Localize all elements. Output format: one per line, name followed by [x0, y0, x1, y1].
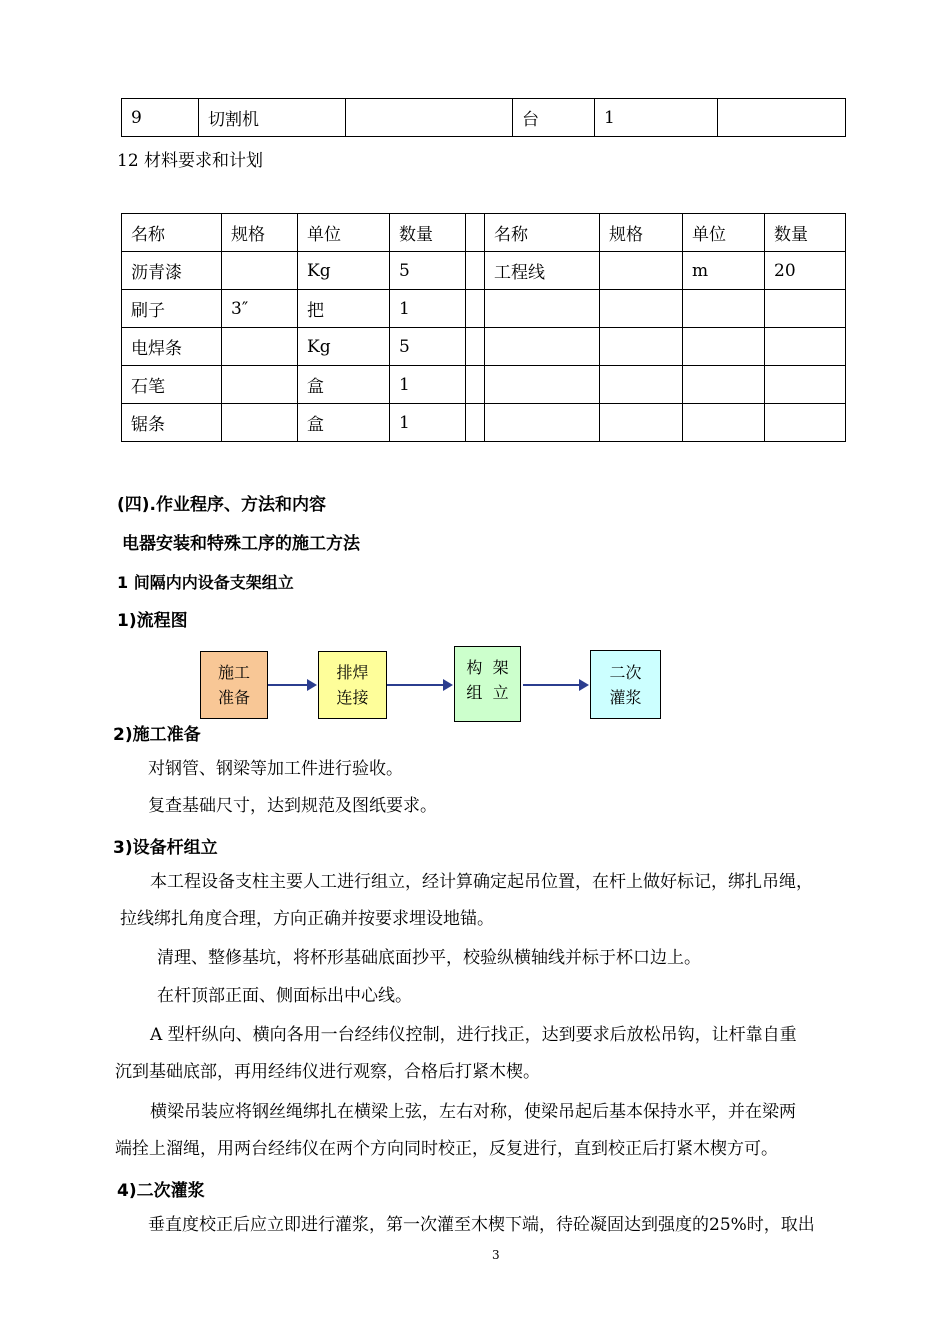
- table-cell: [600, 328, 683, 366]
- table-cell: [222, 328, 298, 366]
- table-cell: [600, 290, 683, 328]
- table-row: [122, 99, 846, 137]
- paragraph-line: 端拴上溜绳，用两台经纬仪在两个方向同时校正，反复进行，直到校正后打紧木楔方可。: [115, 1139, 778, 1159]
- table-cell: [346, 99, 513, 137]
- table-cell: 把: [298, 290, 390, 328]
- table-row: [122, 252, 846, 290]
- table-cell: 1: [390, 290, 466, 328]
- table-cell: [683, 366, 765, 404]
- table-cell: [765, 290, 846, 328]
- table-cell: [600, 404, 683, 442]
- section-title: 12 材料要求和计划: [117, 151, 264, 171]
- table-cell: [222, 252, 298, 290]
- table-cell: 锯条: [122, 404, 222, 442]
- table-cell: [466, 328, 485, 366]
- flow-heading: 1)流程图: [117, 611, 188, 631]
- flow-step-text: 准备: [217, 688, 250, 707]
- table-cell: m: [683, 252, 765, 290]
- table-cell: 刷子: [122, 290, 222, 328]
- prep-line: 复查基础尺寸，达到规范及图纸要求。: [148, 796, 437, 816]
- flow-step-frame: [454, 646, 521, 722]
- header-cell: 数量: [765, 214, 846, 252]
- table-cell: 切割机: [199, 99, 346, 137]
- header-cell: 数量: [390, 214, 466, 252]
- table-cell: 沥青漆: [122, 252, 222, 290]
- table-cell: 石笔: [122, 366, 222, 404]
- flow-step-text: 组 立: [466, 683, 509, 702]
- paragraph-line: 横梁吊装应将钢丝绳绑扎在横梁上弦，左右对称，使梁吊起后基本保持水平，并在梁两: [150, 1102, 796, 1122]
- table-cell: [485, 328, 600, 366]
- header-cell: 名称: [485, 214, 600, 252]
- subsection-heading: 电器安装和特殊工序的施工方法: [122, 534, 360, 554]
- paragraph-line: 沉到基础底部，再用经纬仪进行观察，合格后打紧木楔。: [115, 1062, 540, 1082]
- table-cell: [485, 366, 600, 404]
- table-cell: [683, 404, 765, 442]
- prep-heading: 2)施工准备: [113, 725, 201, 745]
- table-row: [122, 404, 846, 442]
- flow-step-text: 构 架: [466, 658, 509, 677]
- flow-step-text: 灌浆: [609, 687, 642, 707]
- header-cell: 规格: [222, 214, 298, 252]
- table-cell: 电焊条: [122, 328, 222, 366]
- prep-line: 对钢管、钢梁等加工件进行验收。: [148, 759, 403, 779]
- flow-step-text: 连接: [336, 688, 369, 707]
- table-cell: [600, 366, 683, 404]
- table-cell: 台: [513, 99, 595, 137]
- table-cell: [765, 404, 846, 442]
- table-cell: [222, 404, 298, 442]
- table-cell: [765, 328, 846, 366]
- table-cell: Kg: [298, 252, 390, 290]
- paragraph-line: 在杆顶部正面、侧面标出中心线。: [157, 986, 412, 1006]
- equipment-table: [121, 98, 846, 137]
- table-cell: [466, 290, 485, 328]
- flow-step-prepare: [200, 651, 268, 719]
- table-row: [122, 328, 846, 366]
- flow-step-grout: [590, 650, 661, 719]
- paragraph-line: 本工程设备支柱主要人工进行组立，经计算确定起吊位置，在杆上做好标记，绑扎吊绳，: [150, 872, 813, 892]
- table-cell: [485, 290, 600, 328]
- paragraph-line: 垂直度校正后应立即进行灌浆，第一次灌至木楔下端，待砼凝固达到强度的25%时，取出: [148, 1215, 815, 1235]
- table-cell: 5: [390, 252, 466, 290]
- paragraph-line: 拉线绑扎角度合理，方向正确并按要求埋设地锚。: [120, 909, 494, 929]
- pole-heading: 3)设备杆组立: [113, 838, 218, 858]
- table-cell: [466, 252, 485, 290]
- table-cell: [222, 366, 298, 404]
- table-cell: 1: [390, 404, 466, 442]
- header-cell: [466, 214, 485, 252]
- table-cell: 3″: [222, 290, 298, 328]
- table-cell: 工程线: [485, 252, 600, 290]
- paragraph-line: A 型杆纵向、横向各用一台经纬仪控制，进行找正，达到要求后放松吊钩，让杆靠自重: [150, 1025, 797, 1045]
- section-heading: (四).作业程序、方法和内容: [117, 495, 326, 515]
- table-header-row: [122, 214, 846, 252]
- table-row: [122, 290, 846, 328]
- table-cell: 盒: [298, 366, 390, 404]
- materials-table: [121, 213, 846, 442]
- header-cell: 名称: [122, 214, 222, 252]
- table-cell: 20: [765, 252, 846, 290]
- flow-step-text: 排焊: [336, 663, 369, 682]
- table-cell: 盒: [298, 404, 390, 442]
- table-cell: [683, 290, 765, 328]
- header-cell: 单位: [298, 214, 390, 252]
- grout-heading: 4)二次灌浆: [117, 1181, 205, 1201]
- header-cell: 单位: [683, 214, 765, 252]
- table-cell: [466, 404, 485, 442]
- flow-arrow: [387, 684, 451, 686]
- table-cell: [600, 252, 683, 290]
- table-cell: [683, 328, 765, 366]
- flow-arrow: [268, 684, 315, 686]
- flow-step-text: 二次: [609, 662, 642, 682]
- table-cell: [466, 366, 485, 404]
- paragraph-line: 清理、整修基坑，将杯形基础底面抄平，校验纵横轴线并标于杯口边上。: [157, 948, 701, 968]
- table-cell: [765, 366, 846, 404]
- table-cell: [485, 404, 600, 442]
- item-heading: 1 间隔内内设备支架组立: [117, 573, 294, 592]
- page-number: 3: [492, 1248, 500, 1262]
- table-cell: 1: [595, 99, 718, 137]
- table-cell: [718, 99, 846, 137]
- table-cell: 5: [390, 328, 466, 366]
- table-cell: 1: [390, 366, 466, 404]
- header-cell: 规格: [600, 214, 683, 252]
- table-cell: Kg: [298, 328, 390, 366]
- flow-step-weld: [318, 651, 387, 719]
- table-cell: 9: [122, 99, 199, 137]
- flow-step-text: 施工: [217, 663, 250, 682]
- table-row: [122, 366, 846, 404]
- flow-arrow: [523, 684, 587, 686]
